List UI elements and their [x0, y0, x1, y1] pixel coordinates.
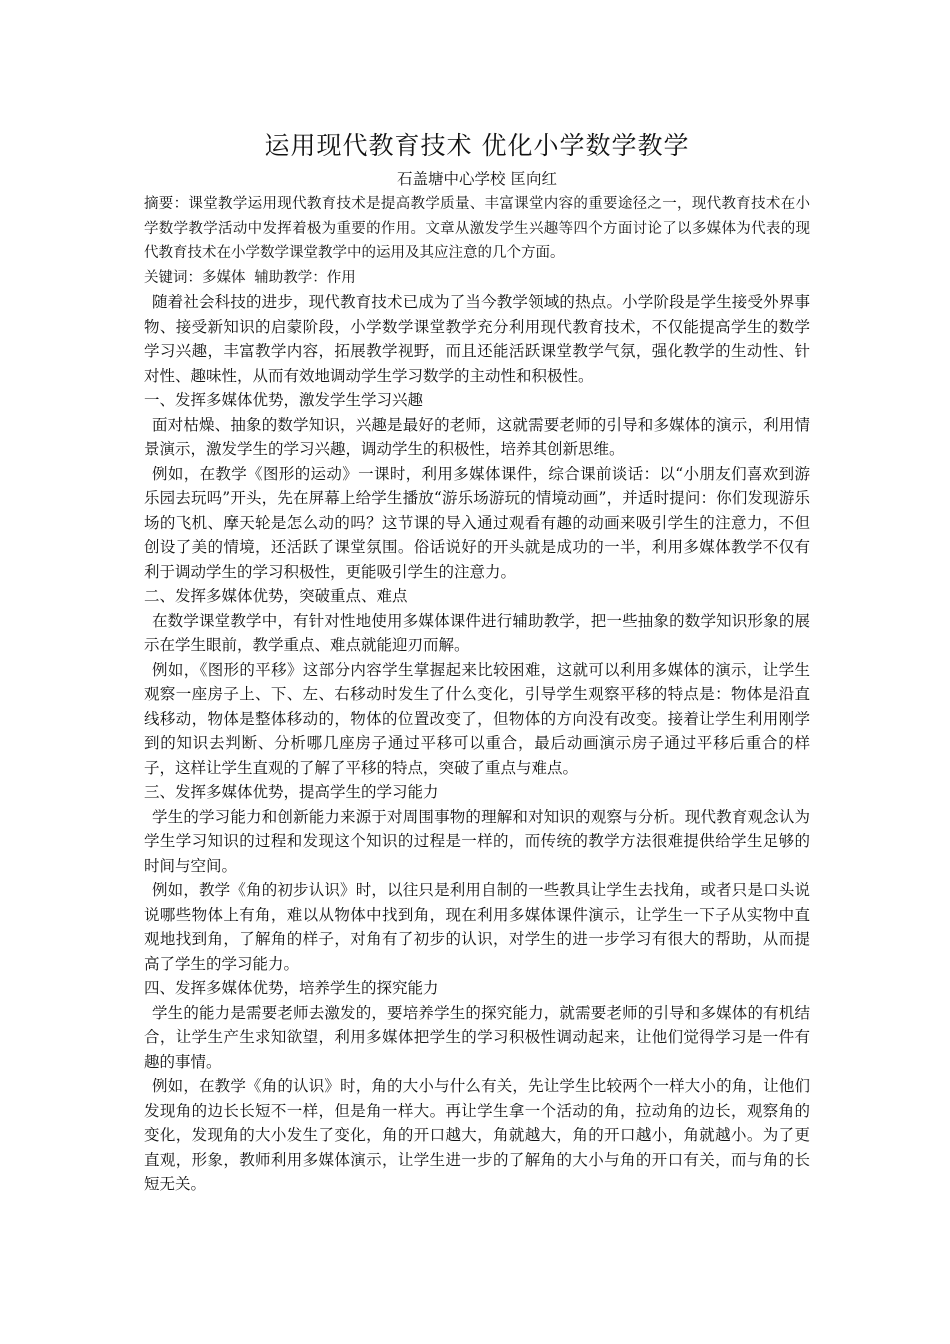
- section-example-paragraph: 例如，在教学《角的认识》时，角的大小与什么有关，先让学生比较两个一样大小的角，让他们发现角的边长长短不一样，但是角一样大。再让学生拿一个活动的角，拉动角的边长，观察角的变化，发现角的大小发生了变化，角的开口越大，角就越大，角的开口越小，角就越小。为了更直观，形象，教师利用多媒体演示，让学生进一步的了解角的大小与角的开口有关，而与角的长短无关。: [144, 1077, 810, 1193]
- section-heading: 一、发挥多媒体优势，激发学生学习兴趣: [144, 391, 424, 409]
- section-paragraph: 学生的能力是需要老师去激发的，要培养学生的探究能力，就需要老师的引导和多媒体的有机结合，让学生产生求知欲望，利用多媒体把学生的学习积极性调动起来，让他们觉得学习是一件有趣的事情。: [144, 1003, 810, 1071]
- section-paragraph: 面对枯燥、抽象的数学知识，兴趣是最好的老师，这就需要老师的引导和多媒体的演示，利用情景演示，激发学生的学习兴趣，调动学生的积极性，培养其创新思维。: [144, 415, 810, 458]
- section-heading: 三、发挥多媒体优势，提高学生的学习能力: [144, 783, 439, 801]
- author-line: 石盖塘中心学校 匡向红: [397, 170, 557, 188]
- section-example-paragraph: 例如，在教学《图形的运动》一课时，利用多媒体课件，综合课前谈话：以“小朋友们喜欢到游乐园去玩吗”开头，先在屏幕上给学生播放“游乐场游玩的情境动画”，并适时提问：你们发现游乐场的飞机、摩天轮是怎么动的吗？这节课的导入通过观看有趣的动画来吸引学生的注意力，不但创设了美的情境，还活跃了课堂氛围。俗话说好的开头就是成功的一半，利用多媒体教学不仅有利于调动学生的学习积极性，更能吸引学生的注意力。: [144, 464, 810, 581]
- section-paragraph: 在数学课堂教学中，有针对性地使用多媒体课件进行辅助教学，把一些抽象的数学知识形象的展示在学生眼前，教学重点、难点就能迎刃而解。: [144, 611, 810, 654]
- section-example-paragraph: 例如，《图形的平移》这部分内容学生掌握起来比较困难，这就可以利用多媒体的演示，让学生观察一座房子上、下、左、右移动时发生了什么变化，引导学生观察平移的特点是：物体是沿直线移动，物体是整体移动的，物体的位置改变了，但物体的方向没有改变。接着让学生利用刚学到的知识去判断、分析哪几座房子通过平移可以重合，最后动画演示房子通过平移后重合的样子，这样让学生直观的了解了平移的特点，突破了重点与难点。: [144, 660, 810, 777]
- document-page: [144, 128, 810, 1197]
- section-heading: 二、发挥多媒体优势，突破重点、难点: [144, 587, 408, 605]
- section-heading: 四、发挥多媒体优势，培养学生的探究能力: [144, 979, 439, 997]
- section-paragraph: 学生的学习能力和创新能力来源于对周围事物的理解和对知识的观察与分析。现代教育观念认为学生学习知识的过程和发现这个知识的过程是一样的，而传统的教学方法很难提供给学生足够的时间与空间。: [144, 807, 810, 875]
- abstract: 摘要：课堂教学运用现代教育技术是提高教学质量、丰富课堂内容的重要途径之一，现代教育技术在小学数学教学活动中发挥着极为重要的作用。文章从激发学生兴趣等四个方面讨论了以多媒体为代表的现代教育技术在小学数学课堂教学中的运用及其应注意的几个方面。: [144, 196, 810, 261]
- keywords: 关键词：多媒体 辅助教学：作用: [144, 269, 356, 286]
- intro-paragraph: 随着社会科技的进步，现代教育技术已成为了当今教学领域的热点。小学阶段是学生接受外界事物、接受新知识的启蒙阶段，小学数学课堂教学充分利用现代教育技术，不仅能提高学生的数学学习兴趣，丰富教学内容，拓展教学视野，而且还能活跃课堂教学气氛，强化教学的生动性、针对性、趣味性，从而有效地调动学生学习数学的主动性和积极性。: [144, 293, 810, 385]
- document-title: 运用现代教育技术 优化小学数学教学: [264, 131, 690, 160]
- section-example-paragraph: 例如，教学《角的初步认识》时，以往只是利用自制的一些教具让学生去找角，或者只是口头说说哪些物体上有角，难以从物体中找到角，现在利用多媒体课件演示，让学生一下子从实物中直观地找到角，了解角的样子，对角有了初步的认识，对学生的进一步学习有很大的帮助，从而提高了学生的学习能力。: [144, 881, 810, 973]
